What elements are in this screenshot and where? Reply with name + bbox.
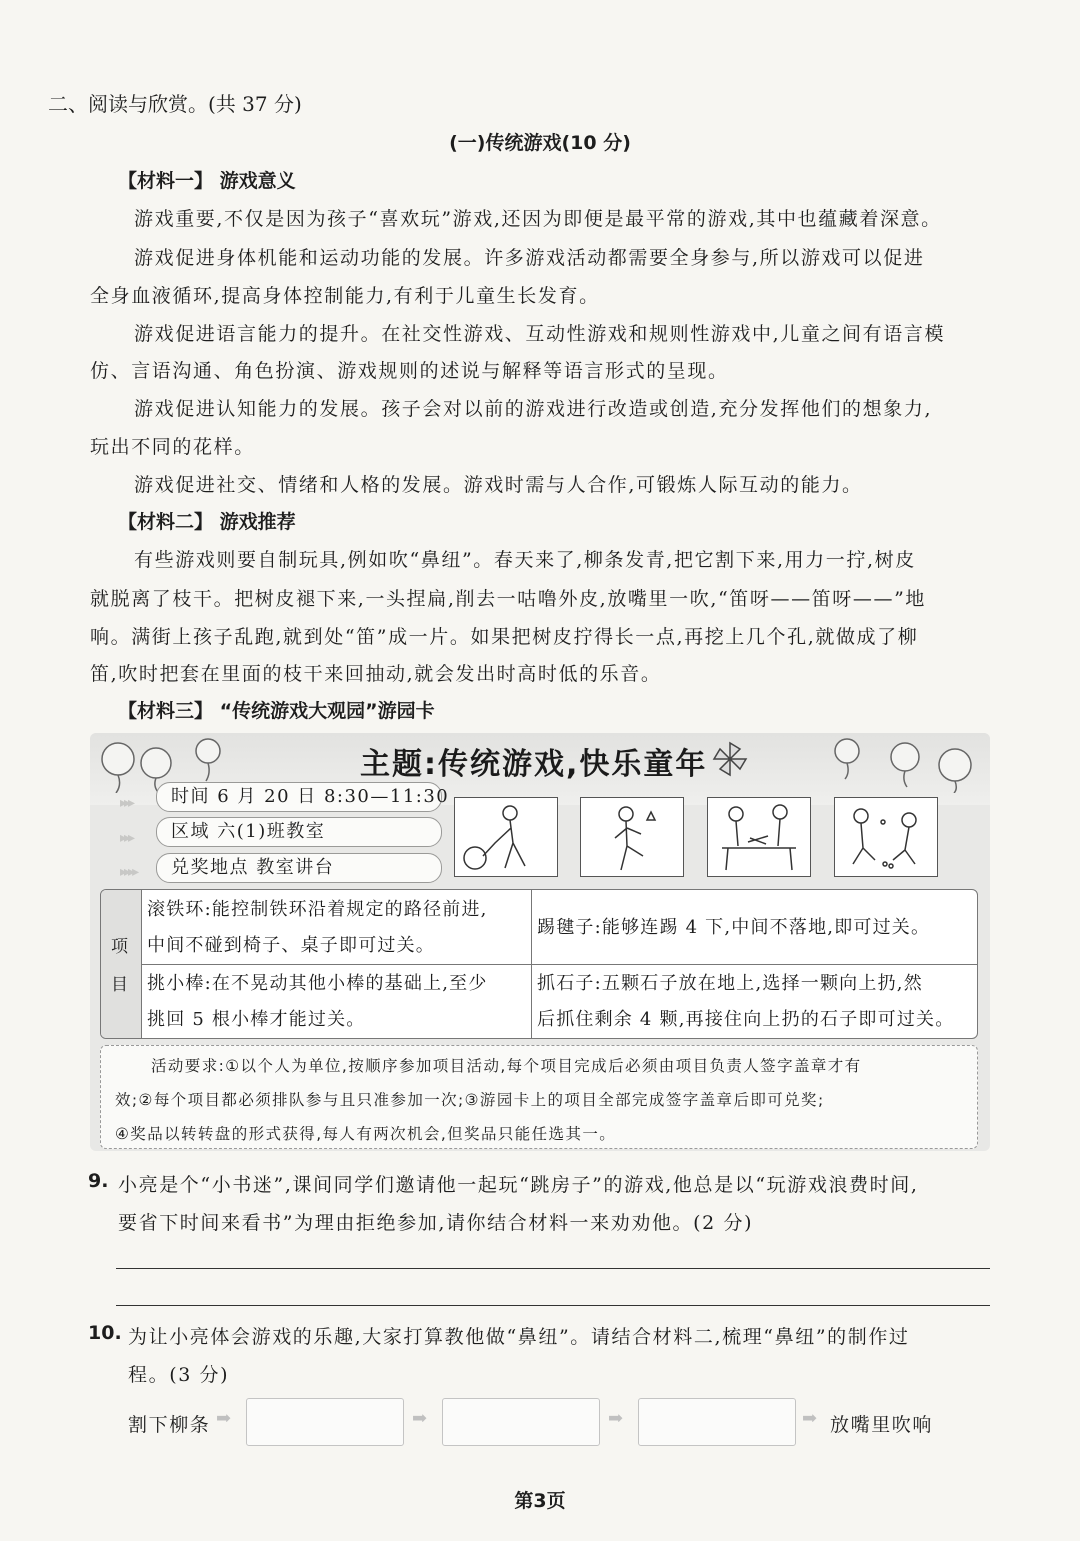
item-shuttlecock: 踢毽子:能够连踢 4 下,中间不落地,即可过关。 <box>537 917 931 938</box>
material1-title: 【材料一】 游戏意义 <box>118 170 296 192</box>
material2-line: 笛,吹时把套在里面的枝干来回抽动,就会发出时高时低的乐音。 <box>90 663 662 685</box>
flow-step-box-1[interactable] <box>246 1398 404 1446</box>
flow-end: 放嘴里吹响 <box>830 1414 934 1436</box>
part-title: (一)传统游戏(10 分) <box>449 132 631 154</box>
material1-line: 游戏重要,不仅是因为孩子“喜欢玩”游戏,还因为即便是最平常的游戏,其中也蕴藏着深意。 <box>134 208 942 230</box>
material2-line: 就脱离了枝干。把树皮褪下来,一头捏扁,削去一咕噜外皮,放嘴里一吹,“笛呀——笛呀——”地 <box>90 588 926 610</box>
material2-title: 【材料二】 游戏推荐 <box>118 511 296 533</box>
item-stones: 抓石子:五颗石子放在地上,选择一颗向上扔,然 后抓住剩余 4 颗,再接住向上扔的石子即可过关。 <box>537 973 955 1030</box>
item-hoop: 滚铁环:能控制铁环沿着规定的路径前进, 中间不碰到椅子、桌子即可过关。 <box>147 899 488 956</box>
flow-step-box-2[interactable] <box>442 1398 600 1446</box>
material1-line: 游戏促进社交、情绪和人格的发展。游戏时需与人合作,可锻炼人际互动的能力。 <box>134 474 863 496</box>
q9-answer-line[interactable] <box>116 1268 990 1269</box>
material1-line: 全身血液循环,提高身体控制能力,有利于儿童生长发育。 <box>90 285 600 307</box>
stones-illustration <box>834 797 938 877</box>
material2-line: 响。满街上孩子乱跑,就到处“笛”成一片。如果把树皮拧得长一点,再挖上几个孔,就做成了柳 <box>90 626 919 648</box>
material1-line: 游戏促进认知能力的发展。孩子会对以前的游戏进行改造或创造,充分发挥他们的想象力, <box>134 398 933 420</box>
material1-line: 仿、言语沟通、角色扮演、游戏规则的述说与解释等语言形式的呈现。 <box>90 360 729 382</box>
flow-start: 割下柳条 <box>128 1414 211 1436</box>
card-prize-location: 兑奖地点 教室讲台 <box>156 853 442 883</box>
card-time: 时间 6 月 20 日 8:30—11:30 <box>156 782 442 812</box>
sticks-illustration <box>707 797 811 877</box>
material2-line: 有些游戏则要自制玩具,例如吹“鼻纽”。春天来了,柳条发青,把它割下来,用力一拧,树皮 <box>134 549 916 571</box>
page-number: 第3页 <box>514 1490 566 1512</box>
shuttlecock-illustration <box>580 797 684 877</box>
card-title: 主题:传统游戏,快乐童年 <box>360 747 708 782</box>
material3-title: 【材料三】 “传统游戏大观园”游园卡 <box>118 700 435 722</box>
arrow-right-icon: ➡ <box>216 1408 232 1429</box>
q9-answer-line[interactable] <box>116 1305 990 1306</box>
balloons-right-icon <box>825 733 990 793</box>
rolling-hoop-illustration <box>454 797 558 877</box>
q9-number: 9. <box>88 1170 109 1192</box>
q10-text: 为让小亮体会游戏的乐趣,大家打算教他做“鼻纽”。请结合材料二,梳理“鼻纽”的制作过 <box>128 1326 910 1348</box>
arrow-right-icon: ➡ <box>412 1408 428 1429</box>
arrow-right-icon: ➡ <box>608 1408 624 1429</box>
item-sticks: 挑小棒:在不晃动其他小棒的基础上,至少 挑回 5 根小棒才能过关。 <box>147 973 488 1030</box>
q9-text: 要省下时间来看书”为理由拒绝参加,请你结合材料一来劝劝他。(2 分) <box>118 1212 754 1234</box>
pinwheel-icon <box>710 739 750 779</box>
material1-line: 游戏促进语言能力的提升。在社交性游戏、互动性游戏和规则性游戏中,儿童之间有语言模 <box>134 323 946 345</box>
material1-line: 游戏促进身体机能和运动功能的发展。许多游戏活动都需要全身参与,所以游戏可以促进 <box>134 247 925 269</box>
project-column-label: 项 目 <box>101 890 142 1038</box>
section-header: 二、阅读与欣赏。(共 37 分) <box>48 92 302 116</box>
project-grid <box>100 889 978 1039</box>
q10-number: 10. <box>88 1322 122 1344</box>
q10-text: 程。(3 分) <box>128 1364 230 1386</box>
material1-line: 玩出不同的花样。 <box>90 436 255 458</box>
flow-step-box-3[interactable] <box>638 1398 796 1446</box>
card-area: 区域 六(1)班教室 <box>156 817 442 847</box>
arrow-right-icon: ➡ <box>802 1408 818 1429</box>
q9-text: 小亮是个“小书迷”,课间同学们邀请他一起玩“跳房子”的游戏,他总是以“玩游戏浪费时间, <box>118 1174 919 1196</box>
garden-card: 主题:传统游戏,快乐童年 ▸▸▸ ▸▸▸ ▸▸▸▸ 时间 6 月 20 日 8:30—11:30 区域 六(1)班教室 兑奖地点 教室讲台 项 目 滚铁环:能控制铁环沿着规定的路径前进, 中间不碰到椅子、桌子即可过关。 踢毽子:能够连踢 4 下,中间不落地,即可过关。 挑小棒:在不晃动其他小棒的基础上,至少 挑回 5 根小棒才能过关。 抓石子:五颗石子放在地上,选择一颗向上扔,然 后抓住剩余 4 颗,再接住向上扔的石子即可过关。 活动要求:①以个人为单位,按顺序参加项目活动,每个项目完成后必须由项目负责人签字盖章才有 效;②每个项目都必须排队参与且只准参加一次;③游园卡上的项目全部完成签字盖章后即可兑奖; ④奖品以转转盘的形式获得,每人有两次机会,但奖品只能任选其一。 <box>90 733 990 1151</box>
activity-requirements: 活动要求:①以个人为单位,按顺序参加项目活动,每个项目完成后必须由项目负责人签字盖章才有 效;②每个项目都必须排队参与且只准参加一次;③游园卡上的项目全部完成签字盖章后即可兑奖; ④奖品以转转盘的形式获得,每人有两次机会,但奖品只能任选其一。 <box>100 1045 978 1149</box>
